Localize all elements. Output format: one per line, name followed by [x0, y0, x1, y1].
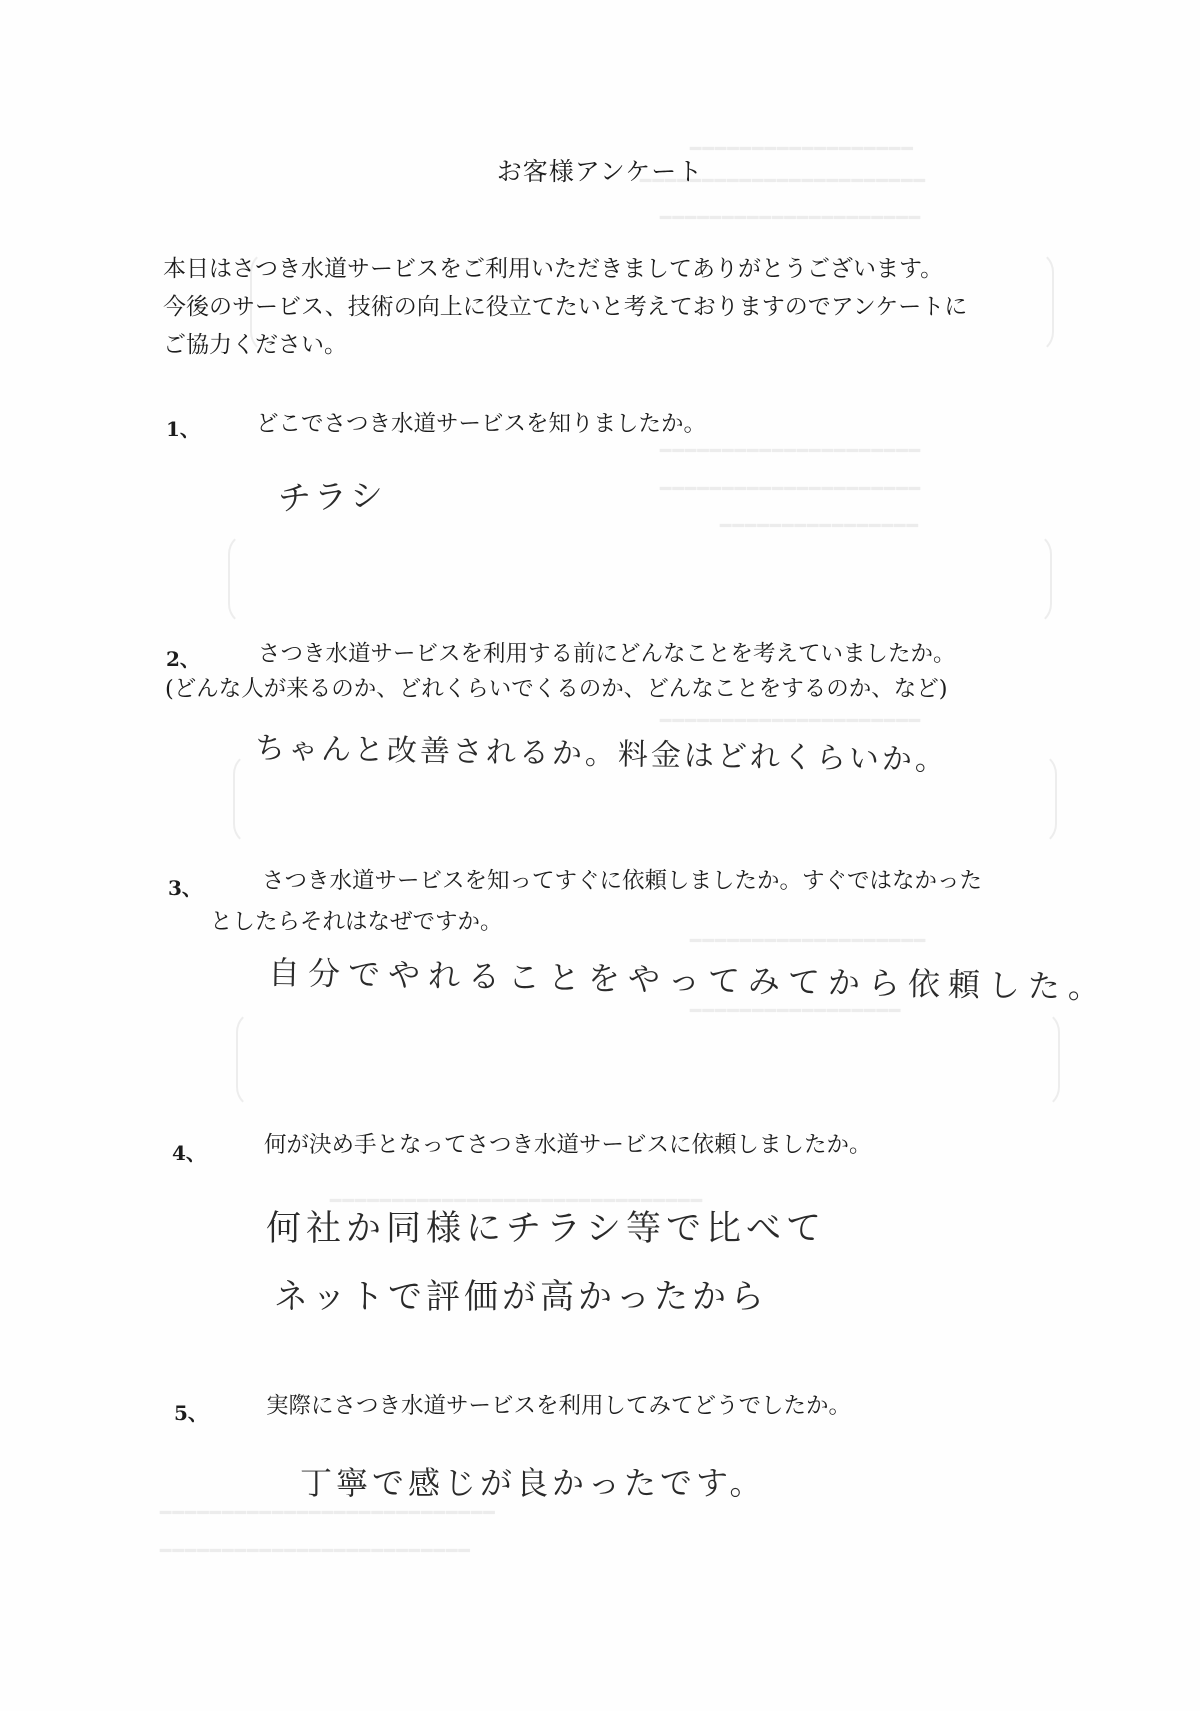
handwritten-answer: ネットで評価が高かったから	[274, 1277, 768, 1317]
bleed-through-text: ━━━━━━━━━━━━━━━━━━━━━	[660, 440, 922, 462]
question-text: 何が決め手となってさつき水道サービスに依頼しましたか。	[264, 1132, 872, 1158]
question-text: どこでさつき水道サービスを知りましたか。	[256, 411, 707, 437]
bleed-through-text: ━━━━━━━━━━━━━━━━━━━	[690, 930, 927, 952]
question-number: 1、	[166, 417, 200, 441]
question-text: 実際にさつき水道サービスを利用してみてどうでしたか。	[266, 1393, 852, 1419]
bleed-through-bracket	[236, 1010, 1060, 1109]
handwritten-answer: チラシ	[277, 475, 387, 518]
handwritten-answer: 自分でやれることをやってみてから依頼した。	[267, 953, 1109, 1007]
handwritten-answer: ちゃんと改善されるか。料金はどれくらいか。	[254, 730, 949, 779]
bleed-through-text: ━━━━━━━━━━━━━━━━━━━━━	[660, 710, 922, 732]
question-text: さつき水道サービスを知ってすぐに依頼しましたか。すぐではなかった	[262, 868, 983, 894]
bleed-through-text: ━━━━━━━━━━━━━━━━━━━━━	[660, 478, 922, 500]
bleed-through-text: ━━━━━━━━━━━━━━━━━━━━━━━━━━━━━━	[330, 1190, 704, 1212]
question-text: さつき水道サービスを利用する前にどんなことを考えていましたか。	[258, 641, 956, 667]
question-number: 5、	[174, 1401, 208, 1425]
intro-paragraph	[163, 250, 1103, 364]
question-number: 3、	[168, 876, 202, 900]
question-text: としたらそれはなぜですか。	[210, 909, 503, 935]
question-number: 2、	[166, 647, 200, 671]
handwritten-answer: 丁寧で感じが良かったです。	[300, 1464, 766, 1502]
bleed-through-text: ━━━━━━━━━━━━━━━━	[720, 515, 920, 537]
bleed-through-text: ━━━━━━━━━━━━━━━━━━━━━━━	[640, 170, 927, 192]
question-text: (どんな人が来るのか、どれくらいでくるのか、どんなことをするのか、など)	[165, 676, 948, 702]
bleed-through-bracket	[228, 532, 1052, 626]
intro-line: 今後のサービス、技術の向上に役立てたいと考えておりますのでアンケートに	[163, 294, 968, 320]
survey-title: お客様アンケート	[496, 157, 704, 186]
intro-line: ご協力ください。	[163, 332, 347, 358]
bleed-through-text: ━━━━━━━━━━━━━━━━━━	[690, 138, 914, 160]
bleed-through-text: ━━━━━━━━━━━━━━━━━━━━━━━━━━━	[160, 1502, 496, 1524]
intro-line: 本日はさつき水道サービスをご利用いただきましてありがとうございます。	[163, 256, 944, 282]
bleed-through-text: ━━━━━━━━━━━━━━━━━━━━━	[660, 207, 922, 229]
bleed-through-text: ━━━━━━━━━━━━━━━━━	[690, 1000, 902, 1022]
bleed-through-text: ━━━━━━━━━━━━━━━━━━━━━━━━━	[160, 1540, 471, 1562]
handwritten-answer: 何社か同様にチラシ等で比べて	[266, 1209, 827, 1249]
question-number: 4、	[172, 1141, 206, 1165]
